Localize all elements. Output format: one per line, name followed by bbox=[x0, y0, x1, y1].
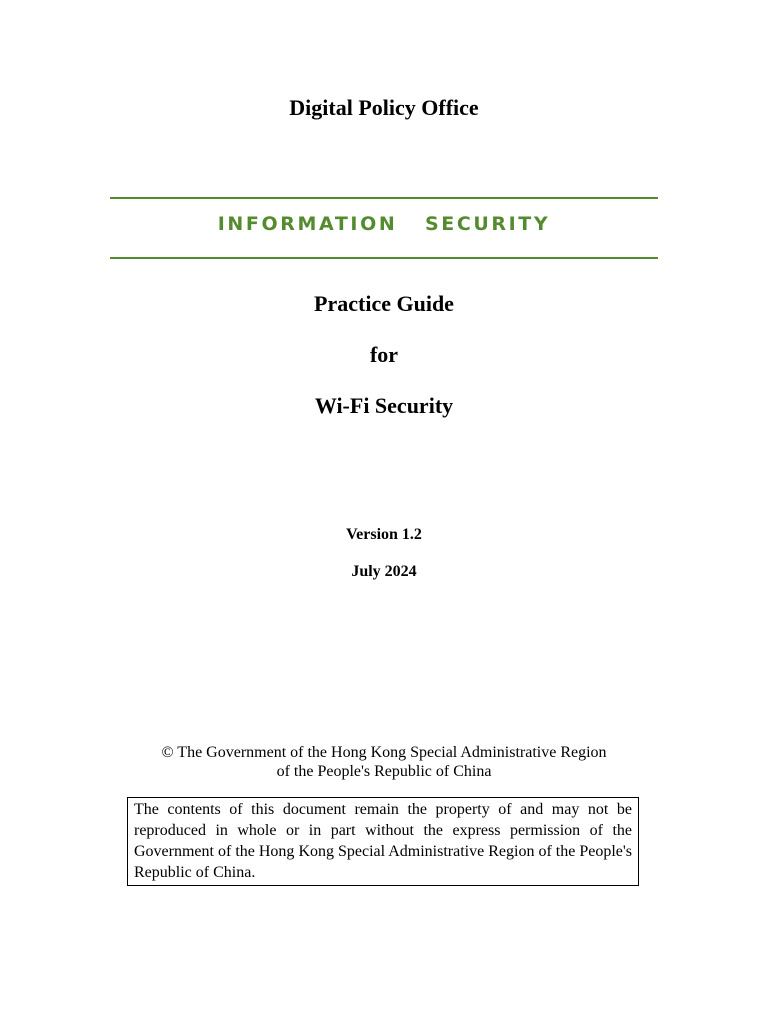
reproduction-notice-box: The contents of this document remain the property of and may not be reproduced in whole or in part without the express permission of the Government of the Hong Kong Special Administrative Region of the People's Republic of China. bbox=[127, 797, 639, 886]
banner-heading: INFORMATION SECURITY bbox=[217, 213, 551, 235]
document-date: July 2024 bbox=[351, 563, 417, 580]
banner-top-rule bbox=[110, 197, 658, 199]
copyright-line-1: © The Government of the Hong Kong Special Administrative Region bbox=[161, 744, 607, 761]
copyright-statement bbox=[0, 743, 768, 781]
document-version: Version 1.2 bbox=[346, 526, 422, 543]
title-line-3: Wi-Fi Security bbox=[314, 393, 454, 418]
copyright-line-2: of the People's Republic of China bbox=[276, 763, 492, 780]
banner-bottom-rule bbox=[110, 257, 658, 259]
title-line-2: for bbox=[369, 342, 399, 367]
title-line-1: Practice Guide bbox=[314, 291, 454, 316]
organization-name: Digital Policy Office bbox=[289, 95, 479, 120]
